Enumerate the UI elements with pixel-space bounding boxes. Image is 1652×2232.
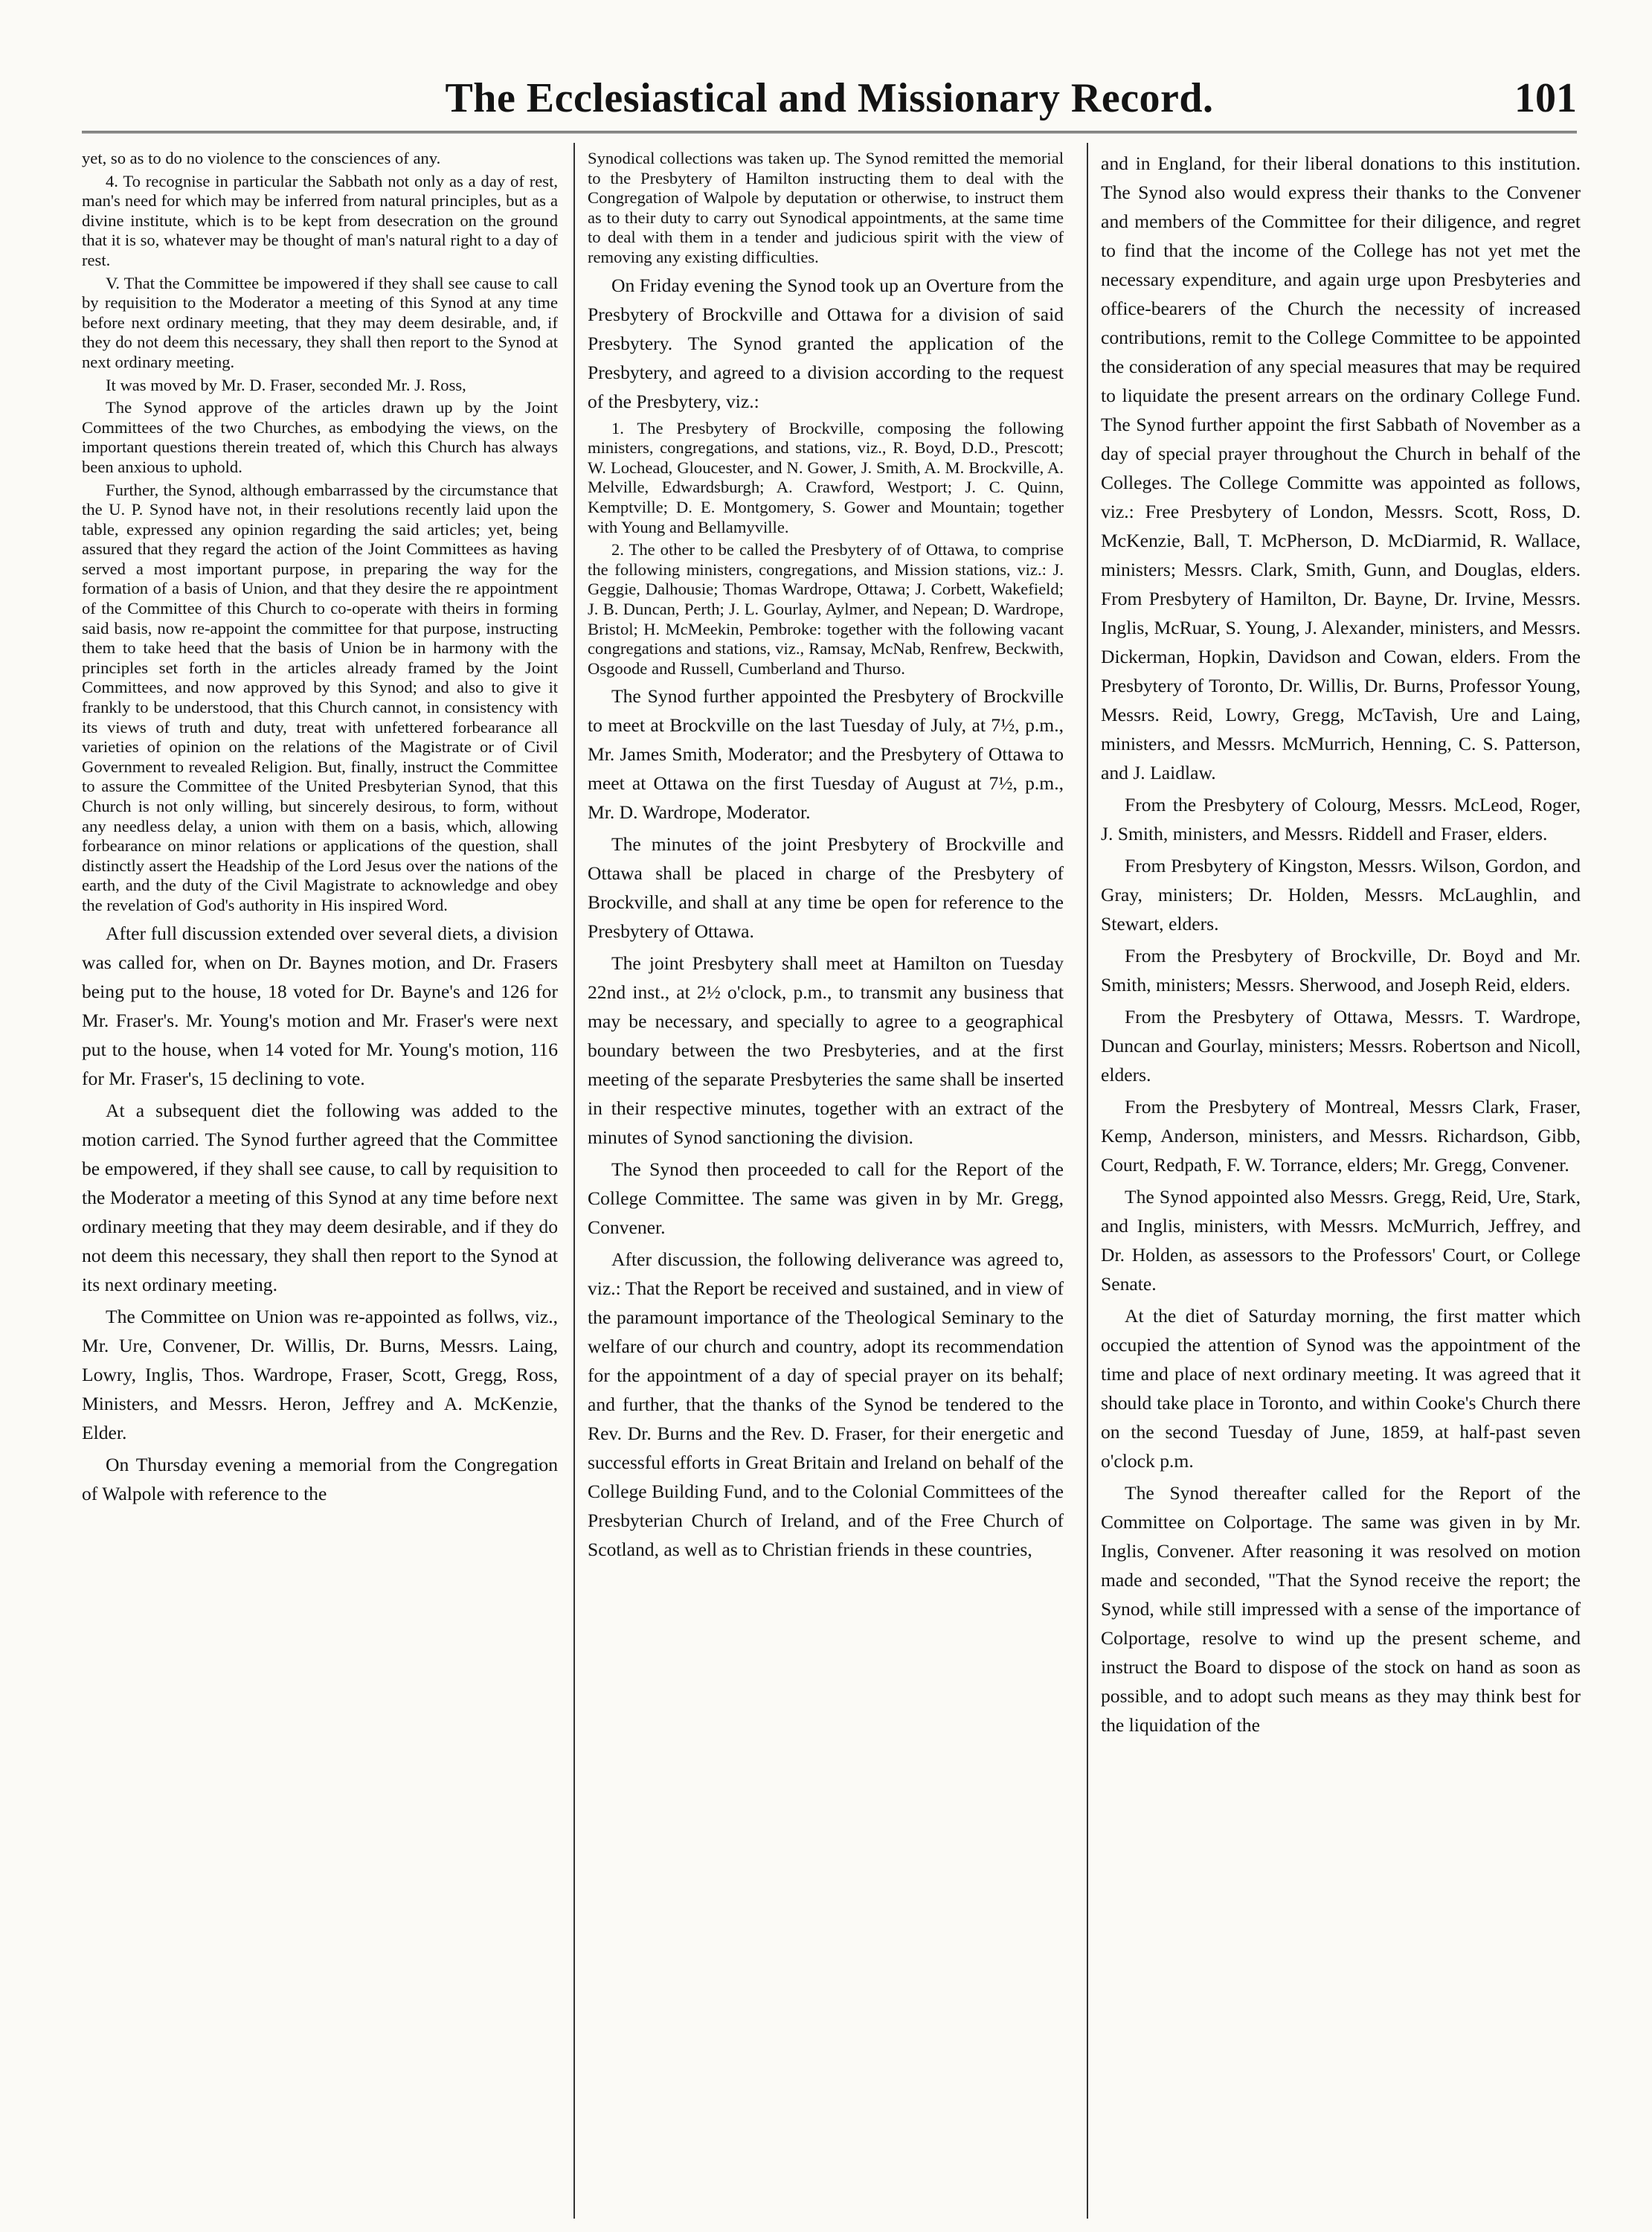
text-column-3 bbox=[1101, 149, 1581, 2217]
paragraph: yet, so as to do no violence to the consciences of any. bbox=[82, 149, 441, 167]
paragraph: It was moved by Mr. D. Fraser, seconded Mr. J. Ross, bbox=[106, 375, 466, 394]
paragraph: On Thursday evening a memorial from the Congregation of Walpole with reference to the bbox=[82, 1453, 558, 1504]
paragraph: 4. To recognise in particular the Sabbath not only as a day of rest, man's need for which may be inferred from natural principles, but as a divine institute, which is to be kept from desecration on the ground that it is so, whatever may be thought of man's natural right to a day of rest. bbox=[82, 171, 558, 269]
paragraph: The Synod approve of the articles drawn up by the Joint Committees of the two Churches, as embodying the views, on the important questions therein treated of, which this Church has always been anxious to uphold. bbox=[82, 398, 558, 476]
paragraph: The minutes of the joint Presbytery of Brockville and Ottawa shall be placed in charge of the Presbytery of Brockville, and shall at any time be open for reference to the Presbytery of Ottawa. bbox=[588, 833, 1064, 943]
paragraph: The Synod thereafter called for the Report of the Committee on Colportage. The same was given in by Mr. Inglis, Convener. After reasoning it was resolved on motion made and seconded, "That the Synod receive the report; the Synod, while still impressed with a sense of the importance of Colportage, resolve to wind up the present scheme, and instruct the Board to dispose of the stock on hand as soon as possible, and to adopt such means as they may think best for the liquidation of the bbox=[1101, 1482, 1581, 1736]
paragraph: At a subsequent diet the following was added to the motion carried. The Synod further agreed that the Committee be empowered, if they shall see cause, to call by requisition to the Moderator a meeting of this Synod at any time before next ordinary meeting that they may deem desirable, and if they do not deem this necessary, they shall then report to the Synod at its next ordinary meeting. bbox=[82, 1099, 558, 1295]
paragraph: Further, the Synod, although embarrassed by the circumstance that the U. P. Synod have not, in their resolutions recently laid upon the table, expressed any opinion regarding the said articles; yet, being assured that they regard the action of the Joint Committees as having served a most important purpose, in preparing the way for the formation of a basis of Union, and that they desire the re appointment of the Committee of this Church to co-operate with theirs in forming said basis, now re-appoint the committee for that purpose, instructing them to take heed that the basis of Union be in harmony with the principles set forth in the articles already framed by the Joint Committees, and now approved by this Synod; and also to give it frankly to be understood, that this Church cannot, in consistency with its views of truth and duty, treat with unfettered forbearance all varieties of opinion on the relations of the Magistrate or of Civil Government to revealed Religion. But, finally, instruct the Committee to assure the Committee of the United Presbyterian Synod, that this Church is not only willing, but sincerely desirous, to form, without any needless delay, a union with them on a basis, which, allowing forbearance on minor relations or applications of the question, shall distinctly assert the Headship of the Lord Jesus over the nations of the earth, and the duty of the Civil Magistrate to acknowledge and obey the revelation of God's authority in His inspired Word. bbox=[82, 480, 558, 914]
column-divider bbox=[573, 143, 575, 2219]
paragraph: From the Presbytery of Brockville, Dr. Boyd and Mr. Smith, ministers; Messrs. Sherwood, and Joseph Reid, elders. bbox=[1101, 945, 1581, 995]
paragraph: 2. The other to be called the Presbytery of of Ottawa, to comprise the following ministers, congregations, and Mission stations, viz.: J. Geggie, Dalhousie; Thomas Wardrope, Ottawa; J. Corbett, Wakefield; J. B. Duncan, Perth; J. L. Gourlay, Aylmer, and Nepean; D. Wardrope, Bristol; H. McMeekin, Pembroke: together with the following vacant congregations and stations, viz., Ramsay, McNab, Renfrew, Beckwith, Osgoode and Russell, Cumberland and Thurso. bbox=[588, 540, 1064, 678]
paragraph: After full discussion extended over several diets, a division was called for, when on Dr. Baynes motion, and Dr. Frasers being put to the house, 18 voted for Dr. Bayne's and 126 for Mr. Fraser's. Mr. Young's motion and Mr. Fraser's were next put to the house, when 14 voted for Mr. Young's motion, 116 for Mr. Fraser's, 15 declining to vote. bbox=[82, 922, 558, 1089]
paragraph: The Synod further appointed the Presbytery of Brockville to meet at Brockville on the last Tuesday of July, at 7½, p.m., Mr. James Smith, Moderator; and the Presbytery of Ottawa to meet at Ottawa on the first Tuesday of August at 7½, p.m., Mr. D. Wardrope, Moderator. bbox=[588, 685, 1064, 824]
paragraph: From the Presbytery of Montreal, Messrs Clark, Fraser, Kemp, Anderson, ministers, and Messrs. Richardson, Gibb, Court, Redpath, F. W. Torrance, elders; Mr. Gregg, Convener. bbox=[1101, 1096, 1581, 1176]
paragraph: Synodical collections was taken up. The Synod remitted the memorial to the Presbytery of Hamilton instructing them to deal with the Congregation of Walpole by deputation or otherwise, to instruct them as to their duty to carry out Synodical appointments, at the same time to deal with them in a tender and judicious spirit with the view of removing any existing difficulties. bbox=[588, 149, 1064, 266]
page-title: The Ecclesiastical and Missionary Record. bbox=[445, 75, 1214, 121]
column-divider bbox=[1087, 143, 1088, 2219]
page-header bbox=[82, 74, 1577, 126]
text-column-2 bbox=[588, 149, 1064, 2217]
paragraph: The Committee on Union was re-appointed as follws, viz., Mr. Ure, Convener, Dr. Willis, Dr. Burns, Messrs. Laing, Lowry, Inglis, Thos. Wardrope, Fraser, Scott, Gregg, Ross, Ministers, and Messrs. Heron, Jeffrey and A. McKenzie, Elder. bbox=[82, 1305, 558, 1443]
paragraph: After discussion, the following deliverance was agreed to, viz.: That the Report be received and sustained, and in view of the paramount importance of the Theological Seminary to the welfare of our church and country, adopt its recommendation for the appointment of a day of special prayer on its behalf; and further, that the thanks of the Synod be tendered to the Rev. Dr. Burns and the Rev. D. Fraser, for their energetic and successful efforts in Great Britain and Ireland on behalf of the College Building Fund, and to the Colonial Committees of the Presbyterian Church of Ireland, and of the Free Church of Scotland, as well as to Christian friends in these countries, bbox=[588, 1248, 1064, 1561]
header-rule bbox=[82, 131, 1577, 133]
paragraph: From the Presbytery of Ottawa, Messrs. T. Wardrope, Duncan and Gourlay, ministers; Messrs. Robertson and Nicoll, elders. bbox=[1101, 1006, 1581, 1085]
page-number: 101 bbox=[1514, 75, 1577, 121]
paragraph: From the Presbytery of Colourg, Messrs. McLeod, Roger, J. Smith, ministers, and Messrs. Riddell and Fraser, elders. bbox=[1101, 794, 1581, 844]
paragraph: and in England, for their liberal donations to this institution. The Synod also would express their thanks to the Convener and members of the Committee for their diligence, and regret to find that the income of the College has not yet met the necessary expenditure, and again urge upon Presbyteries and office-bearers of the Church the necessity of increased contributions, remit to the College Committee to be appointed the consideration of any special measures that may be required to liquidate the present arrears on the ordinary College Fund. The Synod further appoint the first Sabbath of November as a day of special prayer throughout the Church in behalf of the Colleges. The College Committe was appointed as follows, viz.: Free Presbytery of London, Messrs. Scott, Ross, D. McKenzie, Ball, T. McPherson, D. McDiarmid, R. Wallace, ministers; Messrs. Clark, Smith, Gunn, and Douglas, elders. From Presbytery of Hamilton, Dr. Bayne, Dr. Irvine, Messrs. Inglis, McRuar, S. Young, J. Alexander, ministers, and Messrs. Dickerman, Hopkin, Davidson and Cowan, elders. From the Presbytery of Toronto, Dr. Willis, Dr. Burns, Professor Young, Messrs. Reid, Lowry, Gregg, McTavish, Ure and Laing, ministers, and Messrs. McMurrich, Henning, C. S. Patterson, and J. Laidlaw. bbox=[1101, 153, 1581, 783]
paragraph: The Synod then proceeded to call for the Report of the College Committee. The same was given in by Mr. Gregg, Convener. bbox=[588, 1158, 1064, 1239]
paragraph: 1. The Presbytery of Brockville, composing the following ministers, congregations, and stations, viz., R. Boyd, D.D., Prescott; W. Lochead, Gloucester, and N. Gower, J. Smith, A. M. Brockville, A. Melville, Edwardsburgh; A. Crawford, Westport; J. C. Quinn, Kemptville; D. E. Montgomery, S. Gower and Mountain; together with Young and Bellamyville. bbox=[588, 418, 1064, 536]
paragraph: At the diet of Saturday morning, the first matter which occupied the attention of Synod was the appointment of the time and place of next ordinary meeting. It was agreed that it should take place in Toronto, and within Cooke's Church there on the second Tuesday of June, 1859, at half-past seven o'clock p.m. bbox=[1101, 1305, 1581, 1472]
paragraph: The joint Presbytery shall meet at Hamilton on Tuesday 22nd inst., at 2½ o'clock, p.m., to transmit any business that may be necessary, and specially to agree to a geographical boundary between the two Presbyteries, and at the first meeting of the separate Presbyteries the same shall be inserted in their respective minutes, together with an extract of the minutes of Synod sanctioning the division. bbox=[588, 952, 1064, 1149]
text-column-1 bbox=[82, 149, 558, 2217]
paragraph: The Synod appointed also Messrs. Gregg, Reid, Ure, Stark, and Inglis, ministers, with Messrs. McMurrich, Jeffrey, and Dr. Holden, as assessors to the Professors' Court, or College Senate. bbox=[1101, 1186, 1581, 1295]
paragraph: On Friday evening the Synod took up an Overture from the Presbytery of Brockville and Ottawa for a division of said Presbytery. The Synod granted the application of the Presbytery, and agreed to a division according to the request of the Presbytery, viz.: bbox=[588, 274, 1064, 412]
paragraph: From Presbytery of Kingston, Messrs. Wilson, Gordon, and Gray, ministers; Dr. Holden, Messrs. McLaughlin, and Stewart, elders. bbox=[1101, 855, 1581, 934]
paragraph: V. That the Committee be impowered if they shall see cause to call by requisition to the Moderator a meeting of this Synod at any time before next ordinary meeting, that they may deem desirable, and, if they do not deem this necessary, they shall then report to the Synod at next ordinary meeting. bbox=[82, 273, 558, 371]
